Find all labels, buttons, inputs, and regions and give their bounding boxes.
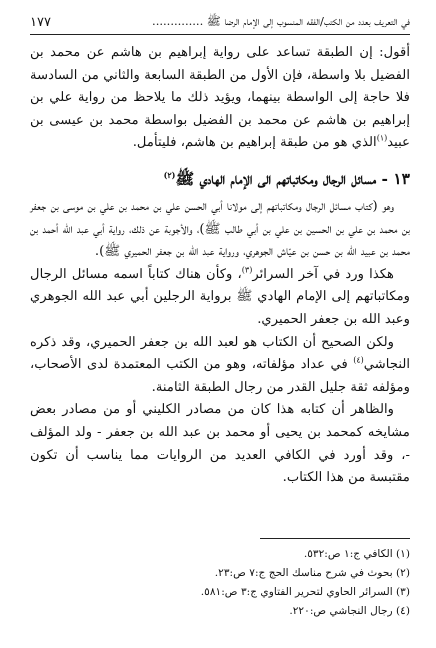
main-text <box>30 42 410 490</box>
section-paragraph-4: والظاهر أن كتابه هذا كان من مصادر الكليني أو من مصادر بعض مشايخه كمحمد بن يحيى أو محمد بن عبد الله بن جعفر - ولد المؤلف -، وقد أورد في الكافي العديد من الروايات مما يناسب أن تكون مقتبسة من هذا الكتاب. <box>30 402 410 486</box>
intro-text: أقول: إن الطبقة تساعد على رواية إبراهيم بن هاشم عن محمد بن الفضيل بلا واسطة، فإن الأول من الطبقة السابعة والثاني من السادسة فلا حاجة إلى الواسطة بينهما، ويؤيد ذلك ما يلاحظ من رواية علي بن إبراهيم بن هاشم عن محمد بن الفضيل بواسطة محمد بن عيسى بن عبيد <box>30 45 410 151</box>
footnote-3: (٣) السرائر الحاوي لتحرير الفتاوي ج:٣ ص:٥٨١. <box>200 586 410 598</box>
footnote-ref-2: (٢) <box>163 169 176 180</box>
running-header <box>30 11 410 33</box>
paragraph-3-start: ولكن الصحيح أن الكتاب هو لعبد الله بن جعفر الحميري، وقد ذكره النجاشي <box>30 334 410 373</box>
section-heading <box>30 168 410 190</box>
section-paragraph-1: وهو (كتاب مسائل الرجال ومكاتباتهم إلى مولانا أبي الحسن علي بن محمد بن علي بن موسى بن جعفر بن محمد بن علي بن الحسين بن علي بن أبي طالب ﷺ)، والأجوبة عن ذلك، رواية أبي عبد الله أحمد بن محمد بن عبيد الله بن حسن بن عيّاش الجوهري، ورواية عبد الله بن جعفر الحميري ﷺ). <box>30 198 410 260</box>
header-rule <box>30 34 410 35</box>
footnote-ref-1: (١) <box>376 133 388 143</box>
intro-paragraph <box>30 42 410 155</box>
footnote-ref-3: (٣) <box>241 265 253 275</box>
intro-tail: الذي هو من طبقة إبراهيم بن هاشم، فليتأمل. <box>132 135 377 151</box>
paragraph-2-start: هكذا ورد في آخر السرائر <box>252 266 394 282</box>
footnote-rule <box>260 538 410 539</box>
paragraph-3-end: في عداد مؤلفاته، وهو من الكتب المعتمدة لدى الأصحاب، ومؤلفه ثقة جليل القدر من رجال الطبقة الثامنة. <box>30 357 410 395</box>
running-header-title: في التعريف بعدد من الكتب/الفقه المنسوب إلى الإمام الرضا ﷺ .............. <box>152 13 410 28</box>
footnote-2: (٢) بحوث في شرح مناسك الحج ج:٧ ص:٢٣. <box>214 567 410 579</box>
section-heading-text: ١٣ - مسائل الرجال ومكاتباتهم الى الإمام الهادي ﷺ <box>175 168 410 188</box>
page-number: ١٧٧ <box>30 14 51 30</box>
footnote-1: (١) الكافي ج:١ ص:٥٣٢. <box>303 548 410 560</box>
footnotes <box>30 545 410 621</box>
footnote-ref-4: (٤) <box>353 355 364 365</box>
footnote-4: (٤) رجال النجاشي ص:٢٢٠. <box>289 605 410 617</box>
section-paragraph-3 <box>30 332 410 400</box>
section-paragraph-2 <box>30 264 410 332</box>
paragraph-2-end: ، وكأن هناك كتاباً اسمه مسائل الرجال ومكاتباتهم إلى الإمام الهادي ﷺ برواية الرجلين أبي عبد الله الجوهري وعبد الله بن جعفر الحميري. <box>30 266 410 327</box>
